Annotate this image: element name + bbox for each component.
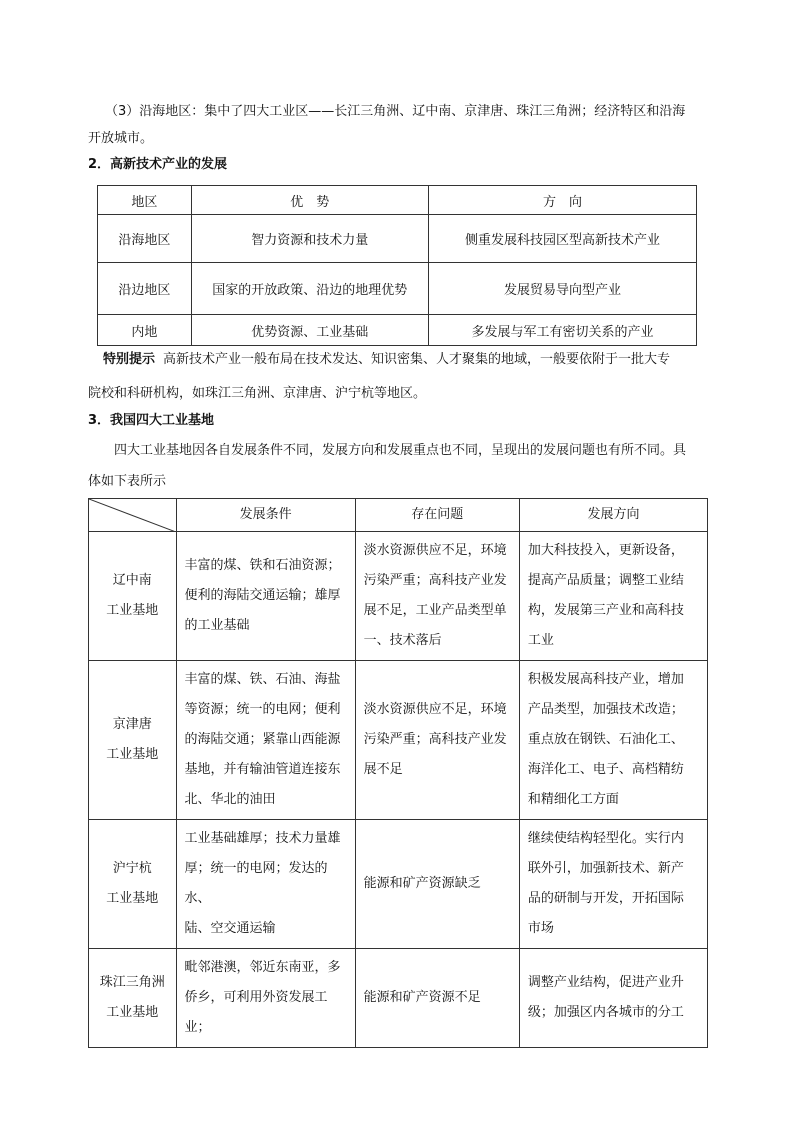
cell-advantage: 优势资源、工业基础 xyxy=(191,315,428,346)
tip-line-2: 院校和科研机构，如珠江三角洲、京津唐、沪宁杭等地区。 xyxy=(88,386,427,401)
text-line: 丰富的煤、铁、石油、海盐 xyxy=(184,672,341,687)
directions-cell xyxy=(519,949,707,1048)
base-name-line: 工业基地 xyxy=(106,891,159,906)
text-line: 污染严重；高科技产业发 xyxy=(363,573,507,588)
text-line: 和精细化工方面 xyxy=(527,792,619,807)
text-line: 市场 xyxy=(527,921,554,936)
header-region: 地区 xyxy=(98,186,192,215)
cell-region: 沿边地区 xyxy=(98,263,192,315)
header-advantage: 优 势 xyxy=(191,186,428,215)
text-line: 构，发展第三产业和高科技 xyxy=(527,603,684,618)
base-name-line: 辽中南 xyxy=(112,573,152,588)
intro-line-1: （3）沿海地区：集中了四大工业区——长江三角洲、辽中南、京津唐、珠江三角洲；经济特区和沿海 xyxy=(105,104,686,119)
problems-cell xyxy=(355,949,519,1048)
directions-cell xyxy=(519,661,707,820)
tip-text: 高新技术产业一般布局在技术发达、知识密集、人才聚集的地域，一般要依附于一批大专 xyxy=(163,352,671,367)
conditions-cell xyxy=(176,661,355,820)
section-3-intro-line-2: 体如下表所示 xyxy=(88,474,167,489)
tip-label: 特别提示 xyxy=(103,352,156,367)
text-line: 工业基础雄厚；技术力量雄 xyxy=(184,831,341,846)
cell-region: 内地 xyxy=(98,315,192,346)
base-name xyxy=(89,820,177,949)
table-row xyxy=(98,215,697,263)
text-line: 等资源；统一的电网；便利 xyxy=(184,702,341,717)
diagonal-line xyxy=(89,499,176,532)
text-line: 陆、空交通运输 xyxy=(184,921,276,936)
text-line: 提高产品质量；调整工业结 xyxy=(527,573,684,588)
text-line: 便利的海陆交通运输；雄厚 xyxy=(184,588,341,603)
text-line: 继续使结构轻型化。实行内 xyxy=(527,831,684,846)
table-header-row xyxy=(98,186,697,215)
base-name xyxy=(89,532,177,661)
table-row xyxy=(98,315,697,346)
high-tech-table xyxy=(97,185,697,346)
text-line: 淡水资源供应不足，环境 xyxy=(363,702,507,717)
cell-direction: 多发展与军工有密切关系的产业 xyxy=(428,315,696,346)
header-directions: 发展方向 xyxy=(519,499,707,532)
base-name-line: 沪宁杭 xyxy=(112,861,152,876)
text-line: 基地，并有输油管道连接东 xyxy=(184,762,341,777)
cell-direction: 发展贸易导向型产业 xyxy=(428,263,696,315)
text-line: 加大科技投入，更新设备， xyxy=(527,543,684,558)
directions-cell xyxy=(519,820,707,949)
intro-line-2: 开放城市。 xyxy=(88,131,154,146)
cell-direction: 侧重发展科技园区型高新技术产业 xyxy=(428,215,696,263)
text-line: 工业 xyxy=(527,633,554,648)
section-3-heading: 3．我国四大工业基地 xyxy=(88,413,215,428)
conditions-cell xyxy=(176,949,355,1048)
base-name xyxy=(89,949,177,1048)
text-line: 侨乡，可利用外资发展工业； xyxy=(184,990,328,1035)
text-line: 海洋化工、电子、高档精纺 xyxy=(527,762,684,777)
table-row xyxy=(89,820,708,949)
cell-advantage: 智力资源和技术力量 xyxy=(191,215,428,263)
text-line: 积极发展高科技产业，增加 xyxy=(527,672,684,687)
industrial-bases-table xyxy=(88,498,708,1048)
text-line: 级；加强区内各城市的分工 xyxy=(527,1005,684,1020)
conditions-cell xyxy=(176,532,355,661)
section-2-heading: 2．高新技术产业的发展 xyxy=(88,157,228,172)
text-line: 毗邻港澳，邻近东南亚，多 xyxy=(184,960,341,975)
text-line: 展不足，工业产品类型单 xyxy=(363,603,507,618)
tip-line-1 xyxy=(103,347,733,373)
conditions-cell xyxy=(176,820,355,949)
text-line: 重点放在钢铁、石油化工、 xyxy=(527,732,684,747)
cell-advantage: 国家的开放政策、沿边的地理优势 xyxy=(191,263,428,315)
text-line: 的海陆交通；紧靠山西能源 xyxy=(184,732,341,747)
base-name-line: 工业基地 xyxy=(106,747,159,762)
text-line: 展不足 xyxy=(363,762,403,777)
text-line: 污染严重；高科技产业发 xyxy=(363,732,507,747)
text-line: 产品类型，加强技术改造； xyxy=(527,702,684,717)
base-name-line: 工业基地 xyxy=(106,603,159,618)
header-direction: 方 向 xyxy=(428,186,696,215)
text-line: 能源和矿产资源缺乏 xyxy=(363,876,481,891)
text-line: 品的研制与开发，开拓国际 xyxy=(527,891,684,906)
text-line: 联外引，加强新技术、新产 xyxy=(527,861,684,876)
header-problems: 存在问题 xyxy=(355,499,519,532)
problems-cell xyxy=(355,532,519,661)
base-name xyxy=(89,661,177,820)
directions-cell xyxy=(519,532,707,661)
section-3-intro-line-1: 四大工业基地因各自发展条件不同，发展方向和发展重点也不同，呈现出的发展问题也有所不同。具 xyxy=(114,443,687,458)
text-line: 的工业基础 xyxy=(184,618,250,633)
text-line: 能源和矿产资源不足 xyxy=(363,990,481,1005)
text-line: 丰富的煤、铁和石油资源； xyxy=(184,558,341,573)
table-row xyxy=(89,661,708,820)
table-header-row xyxy=(89,499,708,532)
base-name-line: 工业基地 xyxy=(106,1005,159,1020)
table-row xyxy=(89,949,708,1048)
text-line: 调整产业结构，促进产业升 xyxy=(527,975,684,990)
base-name-line: 珠江三角洲 xyxy=(99,975,165,990)
table-row xyxy=(98,263,697,315)
table-row xyxy=(89,532,708,661)
base-name-line: 京津唐 xyxy=(112,717,152,732)
text-line: 淡水资源供应不足，环境 xyxy=(363,543,507,558)
diagonal-header-cell xyxy=(89,499,177,532)
problems-cell xyxy=(355,661,519,820)
text-line: 北、华北的油田 xyxy=(184,792,276,807)
problems-cell xyxy=(355,820,519,949)
header-conditions: 发展条件 xyxy=(176,499,355,532)
text-line: 一、技术落后 xyxy=(363,633,442,648)
cell-region: 沿海地区 xyxy=(98,215,192,263)
text-line: 厚；统一的电网；发达的水、 xyxy=(184,861,328,906)
